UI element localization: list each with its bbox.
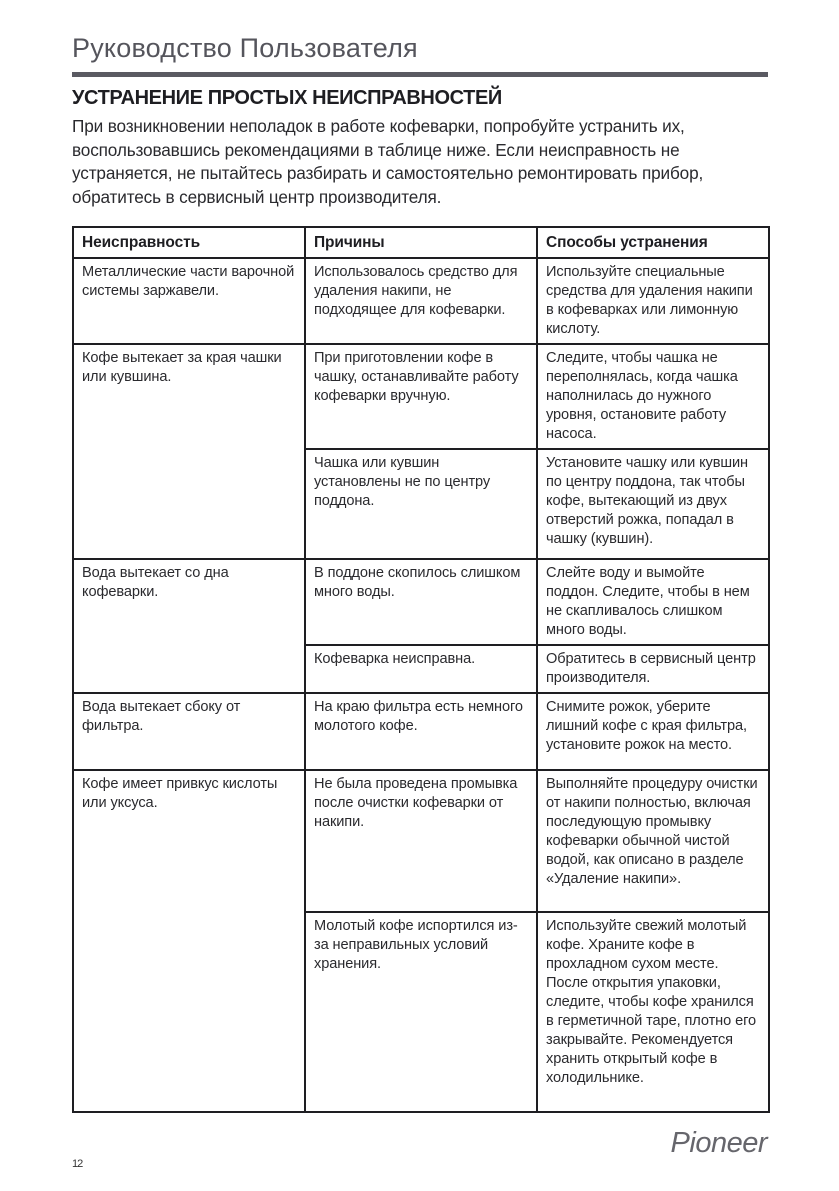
solution-cell: Слейте воду и вымойте поддон. Следите, чтобы в нем не скапливалось слишком много воды.	[537, 559, 769, 645]
problem-cell: Вода вытекает со дна кофеварки.	[73, 559, 305, 693]
table-row	[73, 693, 769, 770]
table-header-row	[73, 227, 769, 258]
document-title: Руководство Пользователя	[72, 33, 418, 63]
intro-paragraph: При возникновении неполадок в работе кофеварки, попробуйте устранить их, воспользовавшись рекомендациями в таблице ниже. Если неисправность не устраняется, не пытайтесь разбирать и самостоятельно ремонтировать прибор, обратитесь в сервисный центр производителя.	[72, 116, 704, 207]
cause-cell: В поддоне скопилось слишком много воды.	[305, 559, 537, 645]
solution-cell: Установите чашку или кувшин по центру поддона, так чтобы кофе, вытекающий из двух отверстий рожка, попадал в чашку (кувшин).	[537, 449, 769, 559]
cause-cell: Чашка или кувшин установлены не по центру поддона.	[305, 449, 537, 559]
header-divider	[72, 72, 768, 77]
problem-cell: Металлические части варочной системы заржавели.	[73, 258, 305, 344]
table-row	[73, 559, 769, 645]
problem-cell: Вода вытекает сбоку от фильтра.	[73, 693, 305, 770]
column-header-problem: Неисправность	[73, 227, 305, 258]
table-row	[73, 258, 769, 344]
solution-cell: Используйте специальные средства для удаления накипи в кофеварках или лимонную кислоту.	[537, 258, 769, 344]
cause-cell: Кофеварка неисправна.	[305, 645, 537, 693]
page-header	[72, 30, 768, 77]
column-header-causes: Причины	[305, 227, 537, 258]
problem-cell: Кофе имеет привкус кислоты или уксуса.	[73, 770, 305, 1112]
table-row	[73, 344, 769, 449]
solution-cell: Выполняйте процедуру очистки от накипи полностью, включая последующую промывку кофеварки обычной чистой водой, как описано в разделе «Удаление накипи».	[537, 770, 769, 912]
solution-cell: Обратитесь в сервисный центр производителя.	[537, 645, 769, 693]
table-row	[73, 770, 769, 912]
cause-cell: Не была проведена промывка после очистки кофеварки от накипи.	[305, 770, 537, 912]
solution-cell: Снимите рожок, уберите лишний кофе с края фильтра, установите рожок на место.	[537, 693, 769, 770]
cause-cell: Молотый кофе испортился из-за неправильных условий хранения.	[305, 912, 537, 1112]
cause-cell: Использовалось средство для удаления накипи, не подходящее для кофеварки.	[305, 258, 537, 344]
cause-cell: На краю фильтра есть немного молотого кофе.	[305, 693, 537, 770]
column-header-solutions: Способы устранения	[537, 227, 769, 258]
solution-cell: Следите, чтобы чашка не переполнялась, когда чашка наполнилась до нужного уровня, остановите работу насоса.	[537, 344, 769, 449]
section-title: УСТРАНЕНИЕ ПРОСТЫХ НЕИСПРАВНОСТЕЙ	[72, 87, 502, 109]
troubleshooting-table	[72, 226, 770, 1113]
pioneer-logo: Pioneer	[670, 1127, 767, 1159]
page-number: 12	[72, 1158, 83, 1170]
cause-cell: При приготовлении кофе в чашку, останавливайте работу кофеварки вручную.	[305, 344, 537, 449]
problem-cell: Кофе вытекает за края чашки или кувшина.	[73, 344, 305, 559]
solution-cell: Используйте свежий молотый кофе. Храните кофе в прохладном сухом месте. После открытия упаковки, следите, чтобы кофе хранился в герметичной таре, плотно его закрывайте. Рекомендуется хранить открытый кофе в холодильнике.	[537, 912, 769, 1112]
